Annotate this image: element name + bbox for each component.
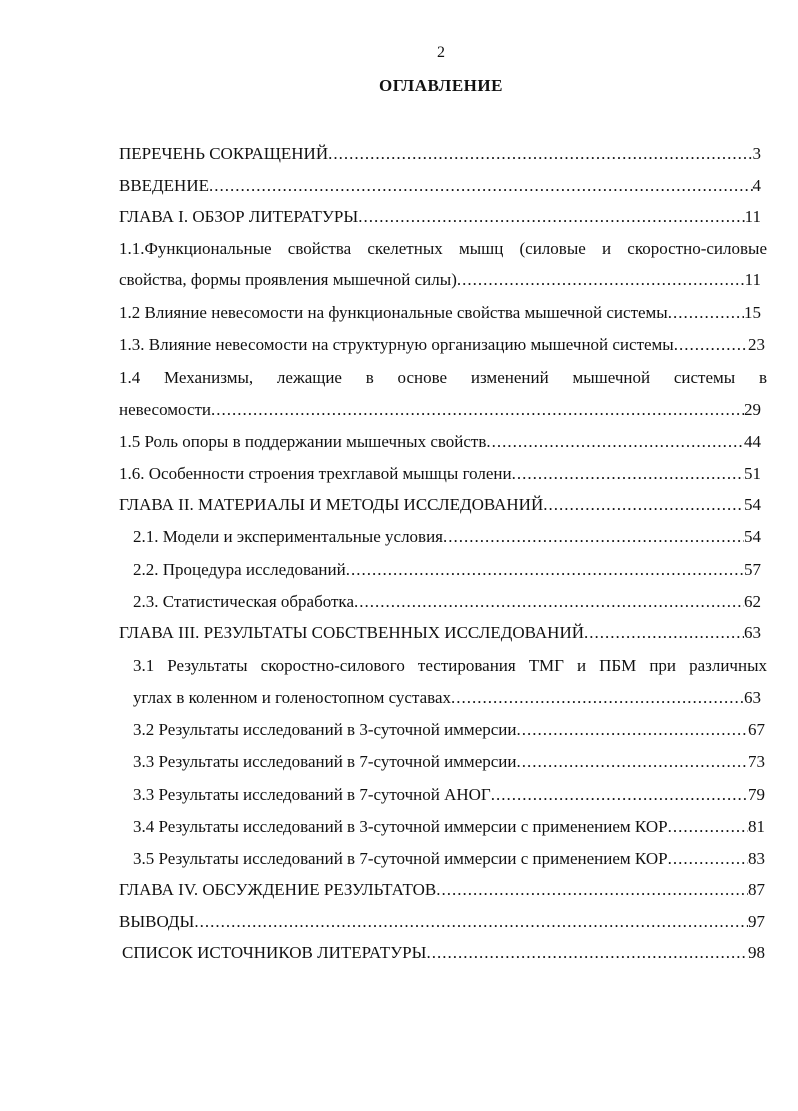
toc-entry-3-1: 3.1 Результаты скоростно-силового тестирования ТМГ и ПБМ при различных <box>133 656 767 675</box>
toc-entry-introduction: ВВЕДЕНИЕ ..... 4 <box>119 176 761 196</box>
toc-entry-chapter-3: ГЛАВА III. РЕЗУЛЬТАТЫ СОБСТВЕННЫХ ИССЛЕДОВАНИЙ ..... 63 <box>119 623 761 643</box>
toc-entry-1-4-cont: невесомости ..... 29 <box>119 400 761 420</box>
toc-entry-2-3: 2.3. Статистическая обработка ..... 62 <box>133 592 761 612</box>
toc-entry-1-1: 1.1.Функциональные свойства скелетных мышц (силовые и скоростно-силовые <box>119 239 767 258</box>
toc-entry-1-4: 1.4 Механизмы, лежащие в основе изменений мышечной системы в <box>119 368 767 387</box>
toc-entry-abbreviations: ПЕРЕЧЕНЬ СОКРАЩЕНИЙ ..... 3 <box>119 144 761 164</box>
toc-entry-references: СПИСОК ИСТОЧНИКОВ ЛИТЕРАТУРЫ ..... 98 <box>122 943 765 963</box>
toc-entry-3-3b: 3.3 Результаты исследований в 7-суточной АНОГ ..... 79 <box>133 785 765 805</box>
toc-entry-conclusions: ВЫВОДЫ ..... 97 <box>119 912 765 932</box>
toc-entry-3-1-cont: углах в коленном и голеностопном суставах ..... 63 <box>133 688 761 708</box>
toc-entry-1-5: 1.5 Роль опоры в поддержании мышечных свойств ..... 44 <box>119 432 761 452</box>
toc-entry-3-5: 3.5 Результаты исследований в 7-суточной иммерсии с применением КОР ..... 83 <box>133 849 765 869</box>
toc-entry-3-4: 3.4 Результаты исследований в 3-суточной иммерсии с применением КОР ..... 81 <box>133 817 765 837</box>
toc-entry-1-2: 1.2 Влияние невесомости на функциональные свойства мышечной системы ..... 15 <box>119 303 761 323</box>
toc-entry-chapter-1: ГЛАВА I. ОБЗОР ЛИТЕРАТУРЫ ..... 11 <box>119 207 761 227</box>
toc-entry-2-1: 2.1. Модели и экспериментальные условия ..... 54 <box>133 527 761 547</box>
toc-entry-2-2: 2.2. Процедура исследований ..... 57 <box>133 560 761 580</box>
toc-entry-1-1-cont: свойства, формы проявления мышечной силы) ..... 11 <box>119 270 761 290</box>
toc-entry-chapter-4: ГЛАВА IV. ОБСУЖДЕНИЕ РЕЗУЛЬТАТОВ ..... 87 <box>119 880 765 900</box>
page-title: ОГЛАВЛЕНИЕ <box>379 76 503 95</box>
toc-entry-1-3: 1.3. Влияние невесомости на структурную организацию мышечной системы ..... 23 <box>119 335 765 355</box>
toc-entry-chapter-2: ГЛАВА II. МАТЕРИАЛЫ И МЕТОДЫ ИССЛЕДОВАНИЙ ..... 54 <box>119 495 761 515</box>
page-number: 2 <box>437 44 445 61</box>
toc-entry-3-3a: 3.3 Результаты исследований в 7-суточной иммерсии ..... 73 <box>133 752 765 772</box>
toc-entry-3-2: 3.2 Результаты исследований в 3-суточной иммерсии ..... 67 <box>133 720 765 740</box>
toc-entry-1-6: 1.6. Особенности строения трехглавой мышцы голени ..... 51 <box>119 464 761 484</box>
